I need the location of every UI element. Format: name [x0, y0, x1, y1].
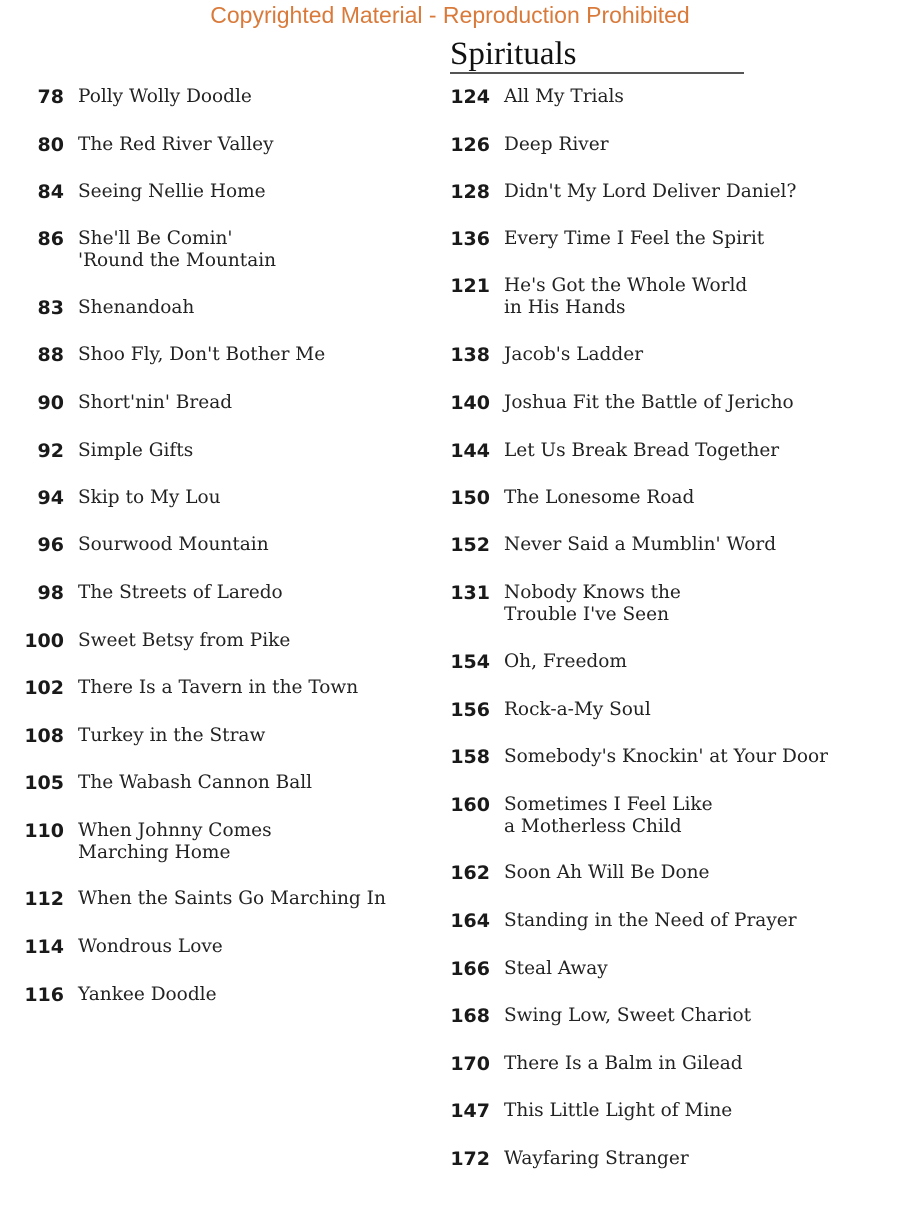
- page-number: 90: [37, 392, 64, 414]
- song-title: Turkey in the Straw: [78, 725, 266, 746]
- page-number: 100: [24, 630, 64, 652]
- song-title: Sweet Betsy from Pike: [78, 630, 291, 651]
- page-number: 131: [450, 582, 490, 604]
- song-title: Simple Gifts: [78, 440, 194, 461]
- page-number: 116: [24, 984, 64, 1006]
- page-number: 94: [37, 487, 64, 509]
- page-number: 136: [450, 228, 490, 250]
- song-title: Yankee Doodle: [78, 984, 217, 1005]
- song-title: Didn't My Lord Deliver Daniel?: [504, 181, 797, 202]
- page-number: 110: [24, 820, 64, 842]
- song-title: Wondrous Love: [78, 936, 223, 957]
- page-number: 114: [24, 936, 64, 958]
- page-number: 160: [450, 794, 490, 816]
- song-title: Sourwood Mountain: [78, 534, 269, 555]
- song-title: Oh, Freedom: [504, 651, 627, 672]
- page-number: 150: [450, 487, 490, 509]
- page-number: 126: [450, 134, 490, 156]
- song-title: Skip to My Lou: [78, 487, 221, 508]
- page-number: 162: [450, 862, 490, 884]
- song-title: Short'nin' Bread: [78, 392, 233, 413]
- copyright-banner: Copyrighted Material - Reproduction Prohibited: [210, 2, 690, 28]
- page-number: 112: [24, 888, 64, 910]
- song-title: Every Time I Feel the Spirit: [504, 228, 765, 249]
- song-title: Shoo Fly, Don't Bother Me: [78, 344, 326, 365]
- song-title: All My Trials: [504, 86, 624, 107]
- page-number: 140: [450, 392, 490, 414]
- page-number: 98: [37, 582, 64, 604]
- page-number: 128: [450, 181, 490, 203]
- page-number: 170: [450, 1053, 490, 1075]
- page-number: 78: [37, 86, 64, 108]
- page-number: 84: [37, 181, 64, 203]
- page-number: 121: [450, 275, 490, 297]
- song-title: Nobody Knows the Trouble I've Seen: [504, 582, 681, 625]
- song-title: Joshua Fit the Battle of Jericho: [504, 392, 794, 413]
- page-number: 172: [450, 1148, 490, 1170]
- song-title: The Lonesome Road: [504, 487, 695, 508]
- page-number: 147: [450, 1100, 490, 1122]
- song-title: Wayfaring Stranger: [504, 1148, 689, 1169]
- song-title: The Streets of Laredo: [78, 582, 283, 603]
- song-title: There Is a Balm in Gilead: [504, 1053, 743, 1074]
- song-title: This Little Light of Mine: [504, 1100, 733, 1121]
- page-number: 86: [37, 228, 64, 250]
- song-title: When Johnny Comes Marching Home: [78, 820, 272, 863]
- page-number: 92: [37, 440, 64, 462]
- page-number: 88: [37, 344, 64, 366]
- song-title: The Red River Valley: [78, 134, 274, 155]
- page-number: 168: [450, 1005, 490, 1027]
- page-number: 152: [450, 534, 490, 556]
- page-number: 108: [24, 725, 64, 747]
- section-title-spirituals: Spirituals: [450, 36, 744, 74]
- song-title: Let Us Break Bread Together: [504, 440, 780, 461]
- page-number: 124: [450, 86, 490, 108]
- page-number: 138: [450, 344, 490, 366]
- page-number: 156: [450, 699, 490, 721]
- song-title: She'll Be Comin' 'Round the Mountain: [78, 228, 277, 271]
- song-title: Shenandoah: [78, 297, 195, 318]
- song-title: Deep River: [504, 134, 609, 155]
- page-number: 158: [450, 746, 490, 768]
- song-title: Standing in the Need of Prayer: [504, 910, 797, 931]
- page-number: 105: [24, 772, 64, 794]
- song-title: There Is a Tavern in the Town: [78, 677, 359, 698]
- song-title: Never Said a Mumblin' Word: [504, 534, 777, 555]
- page-number: 164: [450, 910, 490, 932]
- song-title: Rock-a-My Soul: [504, 699, 651, 720]
- song-title: Steal Away: [504, 958, 608, 979]
- song-title: Soon Ah Will Be Done: [504, 862, 710, 883]
- song-title: Swing Low, Sweet Chariot: [504, 1005, 752, 1026]
- song-title: Seeing Nellie Home: [78, 181, 266, 202]
- song-title: When the Saints Go Marching In: [78, 888, 386, 909]
- page-number: 96: [37, 534, 64, 556]
- song-title: He's Got the Whole World in His Hands: [504, 275, 748, 318]
- song-title: Sometimes I Feel Like a Motherless Child: [504, 794, 713, 837]
- page-number: 144: [450, 440, 490, 462]
- page-number: 83: [37, 297, 64, 319]
- song-title: Polly Wolly Doodle: [78, 86, 252, 107]
- page-number: 80: [37, 134, 64, 156]
- song-title: Somebody's Knockin' at Your Door: [504, 746, 828, 767]
- song-title: Jacob's Ladder: [504, 344, 644, 365]
- page-number: 154: [450, 651, 490, 673]
- page-number: 166: [450, 958, 490, 980]
- song-title: The Wabash Cannon Ball: [78, 772, 313, 793]
- page-number: 102: [24, 677, 64, 699]
